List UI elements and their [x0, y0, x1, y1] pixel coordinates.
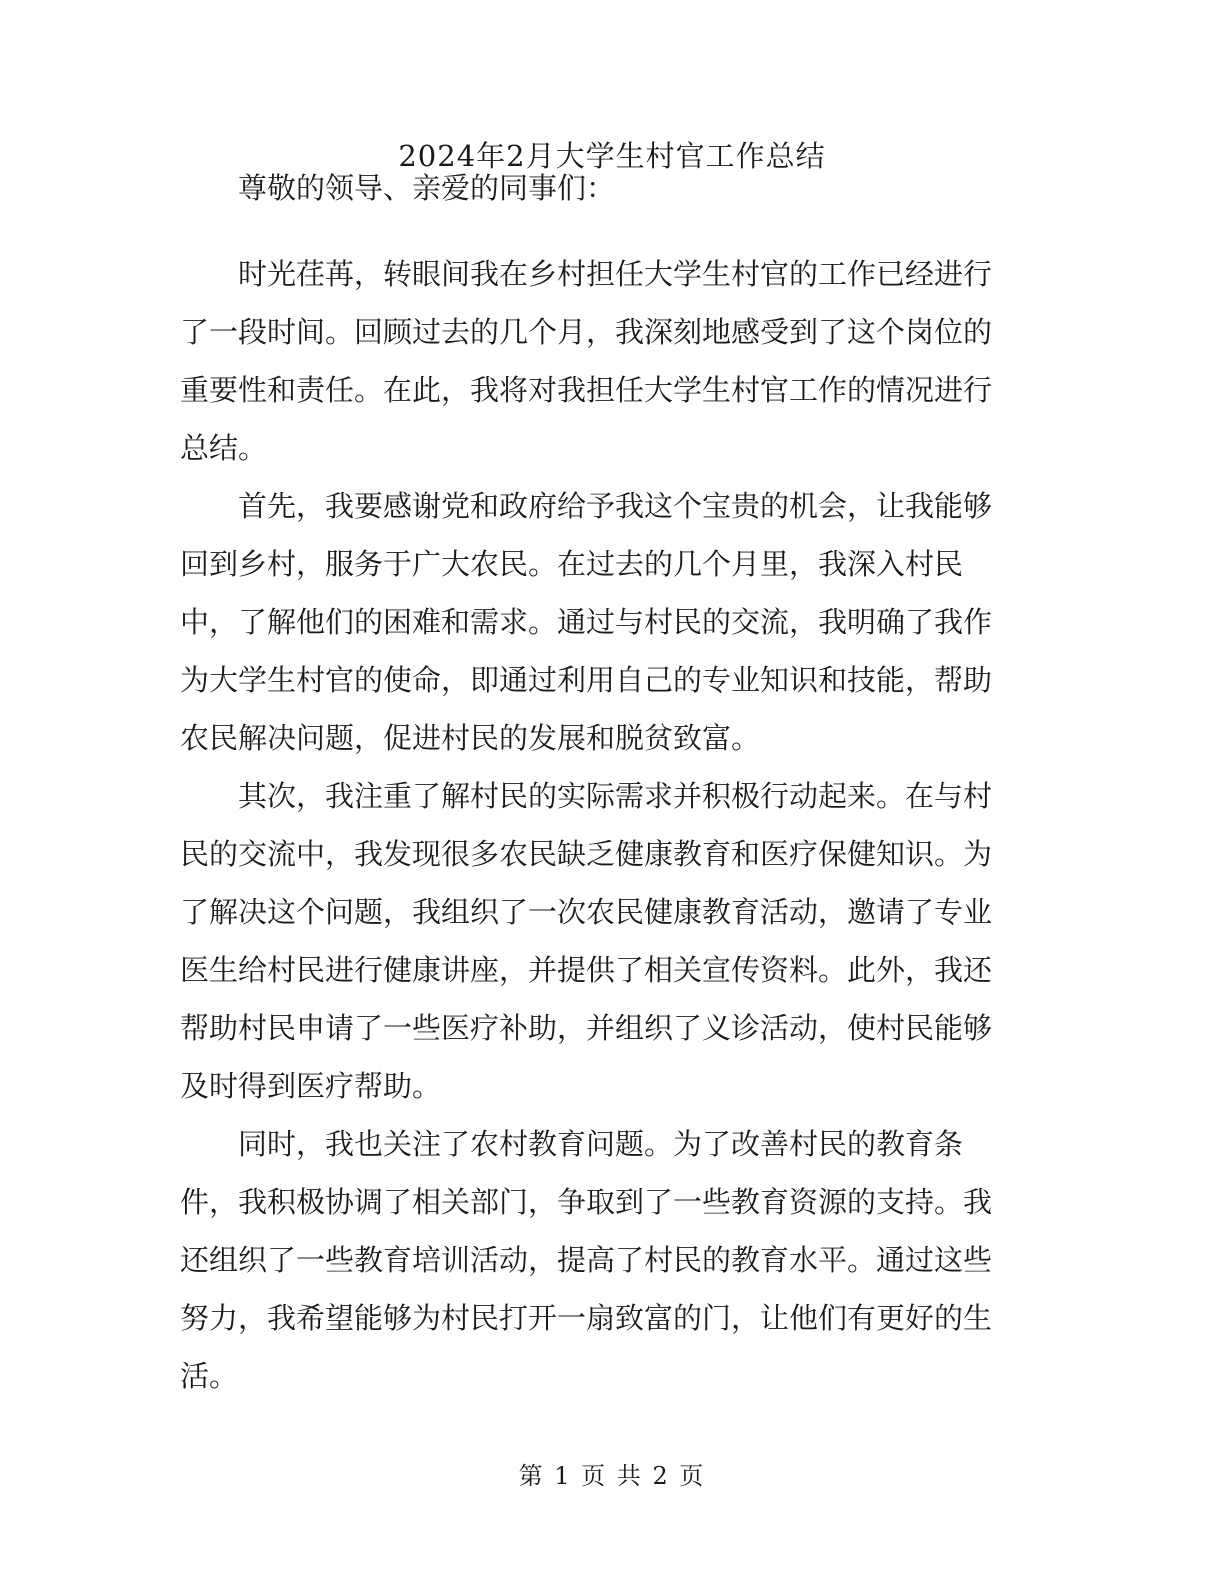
body-line: 首先，我要感谢党和政府给予我这个宝贵的机会，让我能够 — [180, 489, 993, 523]
body-line: 了一段时间。回顾过去的几个月，我深刻地感受到了这个岗位的 — [180, 315, 993, 349]
page-number-footer: 第 1 页 共 2 页 — [518, 1462, 706, 1490]
body-line: 及时得到医疗帮助。 — [180, 1069, 442, 1103]
body-line: 为大学生村官的使命，即通过利用自己的专业知识和技能，帮助 — [180, 663, 993, 697]
salutation-line: 尊敬的领导、亲爱的同事们： — [180, 171, 616, 205]
body-line: 了解决这个问题，我组织了一次农民健康教育活动，邀请了专业 — [180, 895, 993, 929]
body-line: 帮助村民申请了一些医疗补助，并组织了义诊活动，使村民能够 — [180, 1011, 993, 1045]
body-line: 努力，我希望能够为村民打开一扇致富的门，让他们有更好的生 — [180, 1301, 993, 1335]
body-line: 还组织了一些教育培训活动，提高了村民的教育水平。通过这些 — [180, 1243, 993, 1277]
body-line: 活。 — [180, 1359, 239, 1393]
body-line: 中，了解他们的困难和需求。通过与村民的交流，我明确了我作 — [180, 605, 993, 639]
body-line: 医生给村民进行健康讲座，并提供了相关宣传资料。此外，我还 — [180, 953, 993, 987]
body-line: 其次，我注重了解村民的实际需求并积极行动起来。在与村 — [180, 779, 993, 813]
body-line: 回到乡村，服务于广大农民。在过去的几个月里，我深入村民 — [180, 547, 964, 581]
document-title: 2024年2月大学生村官工作总结 — [398, 139, 826, 173]
body-line: 时光荏苒，转眼间我在乡村担任大学生村官的工作已经进行 — [180, 257, 993, 291]
body-line: 同时，我也关注了农村教育问题。为了改善村民的教育条 — [180, 1127, 964, 1161]
body-line: 重要性和责任。在此，我将对我担任大学生村官工作的情况进行 — [180, 373, 993, 407]
body-line: 民的交流中，我发现很多农民缺乏健康教育和医疗保健知识。为 — [180, 837, 993, 871]
body-line: 总结。 — [180, 431, 268, 465]
body-line: 农民解决问题，促进村民的发展和脱贫致富。 — [180, 721, 761, 755]
body-line: 件，我积极协调了相关部门，争取到了一些教育资源的支持。我 — [180, 1185, 993, 1219]
